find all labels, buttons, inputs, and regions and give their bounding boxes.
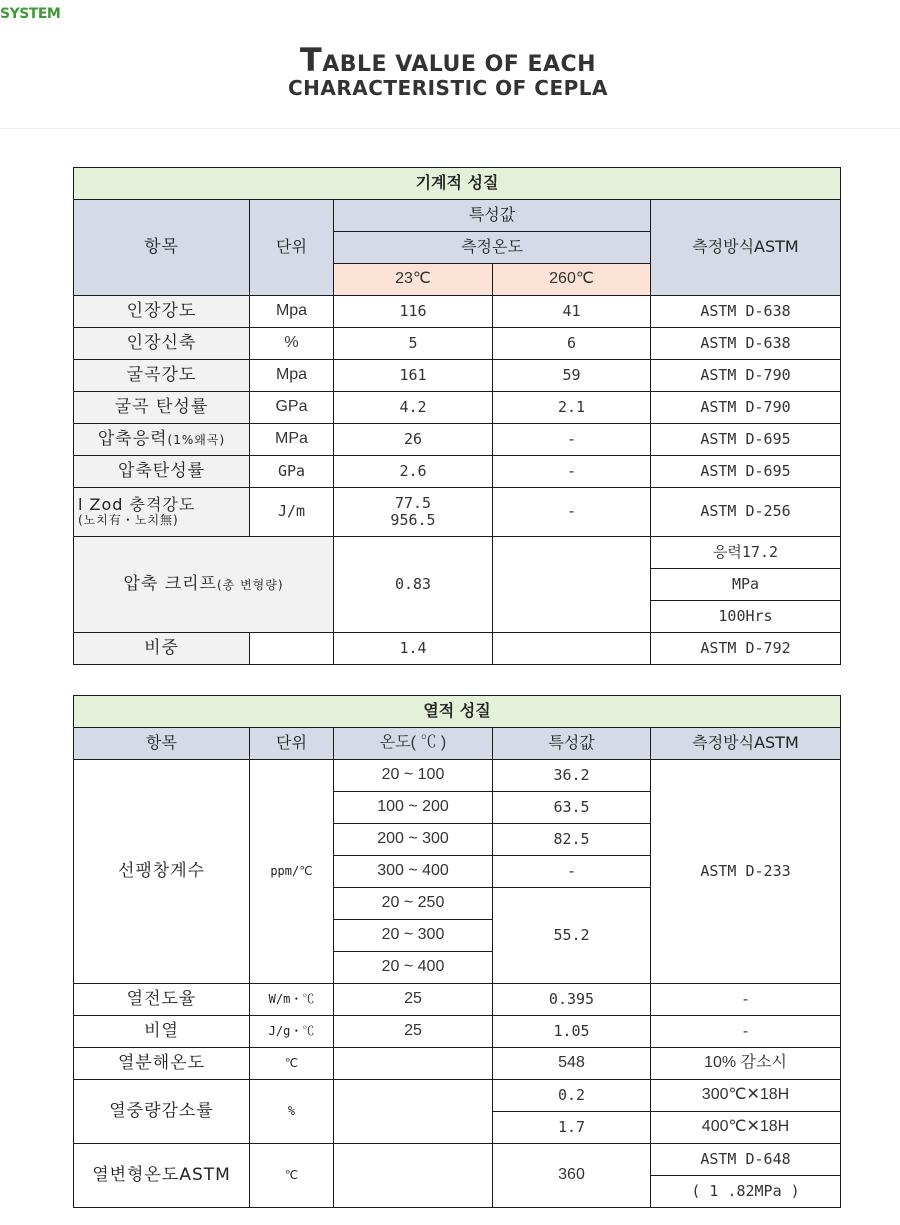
item-label: 비열 [74, 1016, 250, 1048]
unit-cell: ℃ [250, 1144, 334, 1208]
table-row [74, 456, 841, 488]
value-23: 0.83 [334, 537, 493, 633]
header-temp-23: 23℃ [334, 264, 493, 296]
unit-cell: % [250, 328, 334, 360]
item-label-main: 압축 크리프 [123, 573, 217, 594]
value-260: 6 [493, 328, 651, 360]
mechanical-properties-table [73, 167, 841, 665]
method-cell: ASTM D-790 [651, 392, 841, 424]
page-title [0, 41, 896, 100]
item-label: 압축탄성률 [74, 456, 250, 488]
item-label: 비중 [74, 633, 250, 665]
table-row [74, 328, 841, 360]
value-23: 4.2 [334, 392, 493, 424]
value-cell: 63.5 [493, 792, 651, 824]
value-cell: - [493, 856, 651, 888]
method-cell: ASTM D-792 [651, 633, 841, 665]
unit-cell: ppm/℃ [250, 760, 334, 984]
item-label-main: l Zod 충격강도 [78, 494, 196, 514]
section-title: 기계적 성질 [74, 168, 841, 200]
value-23-unnotched: 956.5 [390, 511, 436, 529]
table-row [74, 488, 841, 537]
header-method: 측정방식ASTM [651, 728, 841, 760]
method-cell: ASTM D-638 [651, 328, 841, 360]
item-label: 선팽창계수 [74, 760, 250, 984]
unit-cell: Mpa [250, 360, 334, 392]
temp-range: 20 ~ 300 [334, 920, 493, 952]
header-temp: 온도( ℃ ) [334, 728, 493, 760]
unit-cell: GPa [250, 456, 334, 488]
item-label [74, 488, 250, 537]
item-label: 열변형온도ASTM [74, 1144, 250, 1208]
unit-cell: W/m・℃ [250, 984, 334, 1016]
temp-cell: 25 [334, 984, 493, 1016]
value-23: 26 [334, 424, 493, 456]
table-row [74, 1080, 841, 1112]
unit-cell: Mpa [250, 296, 334, 328]
value-23: 161 [334, 360, 493, 392]
table-row [74, 984, 841, 1016]
value-260: 2.1 [493, 392, 651, 424]
method-cell: - [651, 1016, 841, 1048]
title-initial: T [299, 41, 323, 79]
header-characteristic: 특성값 [334, 200, 651, 232]
table-row [74, 760, 841, 792]
method-cell: ASTM D-790 [651, 360, 841, 392]
temp-cell [334, 1144, 493, 1208]
method-cell: 100Hrs [651, 601, 841, 633]
method-cell: ASTM D-648 [651, 1144, 841, 1176]
table-row [74, 1144, 841, 1176]
table-title-row [74, 696, 841, 728]
value-cell: 1.05 [493, 1016, 651, 1048]
item-label [74, 424, 250, 456]
temp-range: 100 ~ 200 [334, 792, 493, 824]
value-260: 59 [493, 360, 651, 392]
item-label: 인장강도 [74, 296, 250, 328]
method-cell: ASTM D-638 [651, 296, 841, 328]
temp-cell [334, 1048, 493, 1080]
item-label: 굴곡 탄성률 [74, 392, 250, 424]
temp-range: 20 ~ 250 [334, 888, 493, 920]
item-label-sub: (1%왜곡) [167, 432, 226, 447]
thermal-properties-table [73, 695, 841, 1208]
value-cell: 55.2 [493, 888, 651, 984]
item-label-sub: (총 변형량) [216, 577, 284, 592]
temp-range: 300 ~ 400 [334, 856, 493, 888]
table-row [74, 633, 841, 665]
unit-cell: GPa [250, 392, 334, 424]
item-label-sub: (노치有・노치無) [78, 513, 179, 528]
table-row [74, 360, 841, 392]
header-row [74, 728, 841, 760]
temp-range: 20 ~ 100 [334, 760, 493, 792]
table-row [74, 296, 841, 328]
temp-range: 20 ~ 400 [334, 952, 493, 984]
header-unit: 단위 [250, 200, 334, 296]
value-23: 2.6 [334, 456, 493, 488]
table-row [74, 392, 841, 424]
value-23-notched: 77.5 [394, 493, 432, 512]
value-cell: 82.5 [493, 824, 651, 856]
value-cell: 0.395 [493, 984, 651, 1016]
item-label: 열분해온도 [74, 1048, 250, 1080]
unit-cell [250, 633, 334, 665]
table-title-row [74, 168, 841, 200]
header-item: 항목 [74, 728, 250, 760]
temp-cell: 25 [334, 1016, 493, 1048]
item-label: 굴곡강도 [74, 360, 250, 392]
value-23: 5 [334, 328, 493, 360]
table-row [74, 424, 841, 456]
value-260: - [493, 488, 651, 537]
title-line2: CHARACTERISTIC OF CEPLA [287, 75, 609, 100]
value-23 [334, 488, 493, 537]
value-260: - [493, 456, 651, 488]
header-measure-temp: 측정온도 [334, 232, 651, 264]
method-cell: ASTM D-233 [651, 760, 841, 984]
method-cell: 응력17.2 [651, 537, 841, 569]
item-label: 인장신축 [74, 328, 250, 360]
method-cell: ASTM D-256 [651, 488, 841, 537]
value-260 [493, 633, 651, 665]
table-row [74, 537, 841, 569]
value-23: 116 [334, 296, 493, 328]
method-cell: ASTM D-695 [651, 456, 841, 488]
unit-cell: MPa [250, 424, 334, 456]
section-title: 열적 성질 [74, 696, 841, 728]
unit-cell: % [250, 1080, 334, 1144]
value-23: 1.4 [334, 633, 493, 665]
header-row [74, 200, 841, 232]
value-cell: 1.7 [493, 1112, 651, 1144]
header-temp-260: 260℃ [493, 264, 651, 296]
table-row [74, 1048, 841, 1080]
title-divider [0, 128, 900, 129]
temp-cell [334, 1080, 493, 1144]
value-260: - [493, 424, 651, 456]
temp-range: 200 ~ 300 [334, 824, 493, 856]
brand-logo-text: SYSTEM [0, 6, 61, 22]
item-label-main: 압축응력 [97, 428, 168, 449]
value-cell: 360 [493, 1144, 651, 1208]
item-label: 열전도율 [74, 984, 250, 1016]
header-method: 측정방식ASTM [651, 200, 841, 296]
item-label: 열중량감소률 [74, 1080, 250, 1144]
title-line1: ABLE VALUE OF EACH [322, 52, 597, 77]
value-cell: 548 [493, 1048, 651, 1080]
unit-cell: J/g・℃ [250, 1016, 334, 1048]
header-item: 항목 [74, 200, 250, 296]
method-cell: 10% 감소시 [651, 1048, 841, 1080]
unit-cell: J/m [250, 488, 334, 537]
header-unit: 단위 [250, 728, 334, 760]
value-260: 41 [493, 296, 651, 328]
method-cell: ASTM D-695 [651, 424, 841, 456]
method-cell: 300℃✕18H [651, 1080, 841, 1112]
item-label [74, 537, 334, 633]
value-cell: 36.2 [493, 760, 651, 792]
unit-cell: ℃ [250, 1048, 334, 1080]
header-characteristic: 특성값 [493, 728, 651, 760]
method-cell: 400℃✕18H [651, 1112, 841, 1144]
method-cell: MPa [651, 569, 841, 601]
method-cell: - [651, 984, 841, 1016]
method-cell: ( 1 .82MPa ) [651, 1176, 841, 1208]
value-260 [493, 537, 651, 633]
table-row [74, 1016, 841, 1048]
value-cell: 0.2 [493, 1080, 651, 1112]
